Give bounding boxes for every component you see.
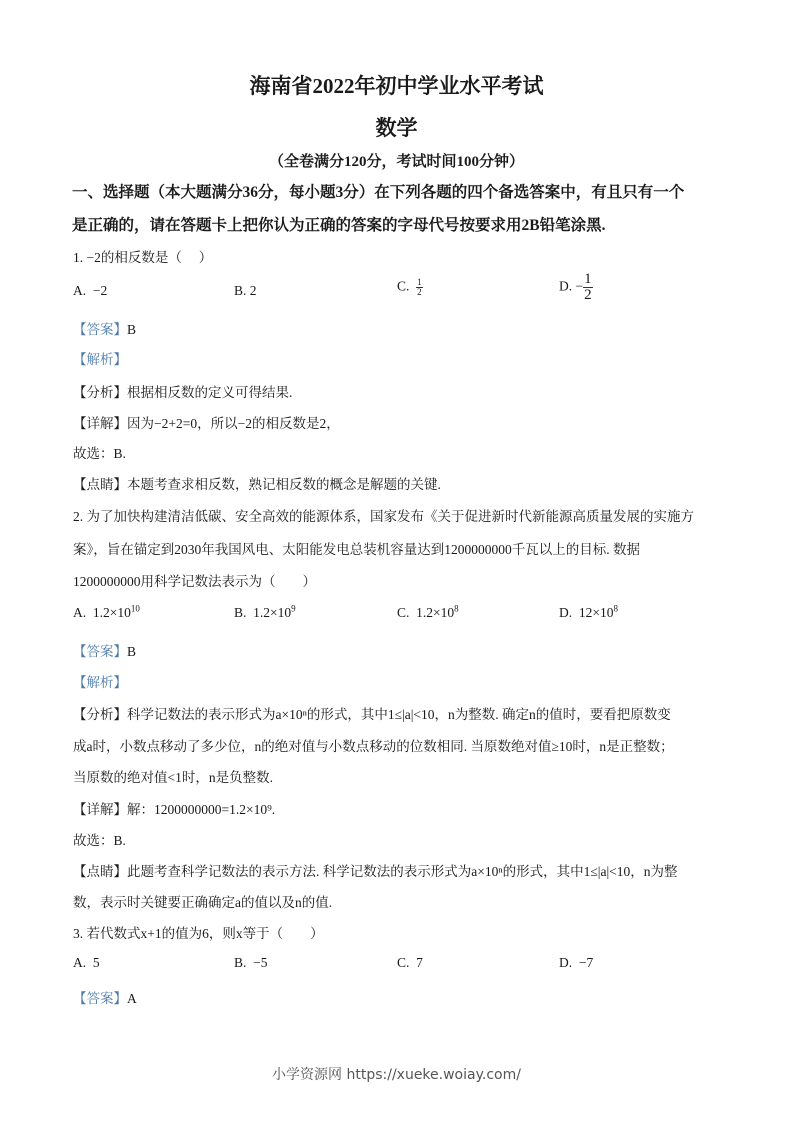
- q2-fenxi-line3: 当原数的绝对值<1时，n是负整数.: [73, 770, 273, 785]
- question-2-stem-line3: 1200000000用科学记数法表示为（ ）: [73, 574, 316, 589]
- q2-analysis-label: 【解析】: [73, 675, 127, 690]
- section-instruction-line1: 一、选择题（本大题满分36分，每小题3分）在下列各题的四个备选答案中，有且只有一个: [72, 184, 685, 201]
- q2-answer: 【答案】B: [73, 644, 137, 659]
- footer-watermark: 小学资源网 https://xueke.woiay.com/: [272, 1067, 521, 1083]
- q2-option-b: B. $1.2\times 10^9$: [234, 603, 296, 620]
- section-instruction-line2: 是正确的，请在答题卡上把你认为正确的答案的字母代号按要求用2B铅笔涂黑.: [72, 217, 606, 234]
- question-2-stem-line1: 2. 为了加快构建清洁低碳、安全高效的能源体系，国家发布《关于促进新时代新能源高质量发展的实施方: [73, 509, 694, 524]
- q1-option-b: B. 2: [234, 283, 257, 298]
- question-1-stem: 1. −2的相反数是（ ）: [73, 250, 213, 265]
- q1-guxuan: 故选：B.: [73, 446, 126, 461]
- q2-fenxi-line1: 【分析】科学记数法的表示形式为a×10ⁿ的形式，其中1≤|a|<10，n为整数. 确定n的值时，要看把原数变: [73, 707, 671, 722]
- q3-option-a: A. 5: [73, 955, 100, 970]
- q2-option-d: D. $12\times 10^8$: [559, 603, 618, 620]
- q3-option-b: B. −5: [234, 955, 268, 970]
- exam-note: （全卷满分120分，考试时间100分钟）: [268, 154, 524, 170]
- q2-dianjing-line2: 数，表示时关键要正确确定a的值以及n的值.: [73, 895, 333, 910]
- q2-guxuan: 故选：B.: [73, 833, 126, 848]
- q1-option-d: D. − $\frac{1}{2}$: [559, 271, 592, 303]
- q2-fenxi-line2: 成a时，小数点移动了多少位，n的绝对值与小数点移动的位数相同. 当原数绝对值≥10时，n是正整数；: [73, 739, 674, 754]
- q3-option-d: D. −7: [559, 955, 594, 970]
- exam-title: 海南省2022年初中学业水平考试: [249, 74, 544, 98]
- q1-xiangjie: 【详解】因为−2+2=0，所以−2的相反数是2，: [73, 416, 340, 431]
- q1-analysis-label: 【解析】: [73, 352, 127, 367]
- q1-answer: 【答案】B: [73, 322, 137, 337]
- q2-dianjing-line1: 【点睛】此题考查科学记数法的表示方法. 科学记数法的表示形式为a×10ⁿ的形式，其中1≤|a|<10，n为整: [73, 864, 678, 879]
- q3-answer: 【答案】A: [73, 991, 137, 1006]
- q2-xiangjie: 【详解】解：1200000000=1.2×10⁹.: [73, 802, 276, 817]
- q2-option-a: A. $1.2\times 10^{10}$: [73, 603, 140, 620]
- fraction-one-half: $\frac{1}{2}$: [417, 277, 422, 297]
- fraction-neg-one-half: $\frac{1}{2}$: [584, 271, 592, 303]
- q1-fenxi: 【分析】根据相反数的定义可得结果.: [73, 385, 293, 400]
- q3-option-c: C. 7: [397, 955, 423, 970]
- q2-option-c: C. $1.2\times 10^8$: [397, 603, 459, 620]
- q1-option-a: A. −2: [73, 283, 108, 298]
- subject-title: 数学: [375, 116, 418, 140]
- q1-dianjing: 【点睛】本题考查求相反数，熟记相反数的概念是解题的关键.: [73, 477, 441, 492]
- question-3-stem: 3. 若代数式x+1的值为6，则x等于（ ）: [73, 926, 324, 941]
- q1-option-c: C. $\frac{1}{2}$: [397, 277, 422, 297]
- question-2-stem-line2: 案》，旨在锚定到2030年我国风电、太阳能发电总装机容量达到1200000000千瓦以上的目标. 数据: [73, 542, 640, 557]
